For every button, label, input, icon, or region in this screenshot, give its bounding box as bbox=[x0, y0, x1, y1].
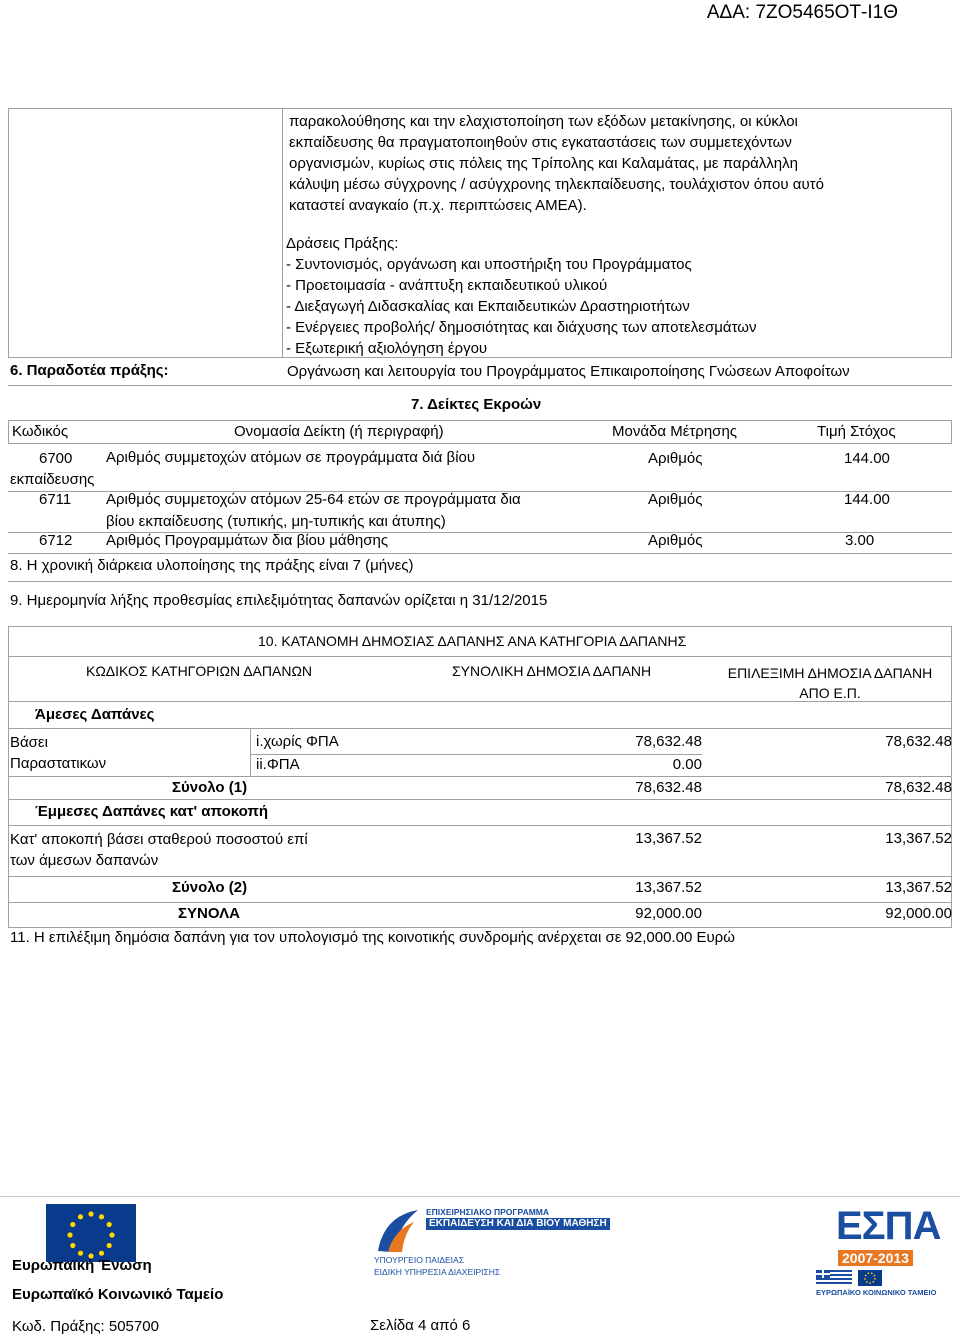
program-emblem-icon bbox=[374, 1206, 422, 1256]
paragraph-line: κάλυψη μέσω σύγχρονης / ασύγχρονης τηλεκπαίδευσης, τουλάχιστον όπου αυτό bbox=[289, 176, 824, 193]
indicator-code: 6711 bbox=[39, 491, 72, 508]
flat-line: των άμεσων δαπανών bbox=[10, 852, 159, 869]
eligible-note: 11. Η επιλέξιμη δημόσια δαπάνη για τον υπολογισμό της κοινοτικής συνδρομής ανέρχεται σε 92,000.00 Ευρώ bbox=[10, 929, 735, 946]
indicators-header-unit: Μονάδα Μέτρησης bbox=[612, 423, 738, 440]
action-item: - Διεξαγωγή Διδασκαλίας και Εκπαιδευτικών Δραστηριοτήτων bbox=[286, 298, 690, 315]
direct-heading: Άμεσες Δαπάνες bbox=[35, 706, 155, 723]
indicator-code: 6712 bbox=[39, 532, 73, 549]
excl-vat-total: 78,632.48 bbox=[635, 733, 702, 750]
row-divider bbox=[250, 754, 702, 755]
indicator-target: 144.00 bbox=[844, 491, 890, 508]
indicators-title: 7. Δείκτες Εκροών bbox=[411, 396, 542, 413]
indicators-header-target: Τιμή Στόχος bbox=[817, 423, 896, 440]
indicator-name bbox=[106, 447, 475, 468]
basis-label bbox=[10, 732, 106, 774]
row-divider bbox=[8, 776, 952, 777]
sum1-eligible: 78,632.48 bbox=[885, 779, 952, 796]
action-item: - Ενέργειες προβολής/ δημοσιότητας και διάχυσης των αποτελεσμάτων bbox=[286, 319, 757, 336]
grand-eligible: 92,000.00 bbox=[885, 905, 952, 922]
paragraph-line: εκπαίδευσης θα πραγματοποιηθούν στις εγκαταστάσεις των συμμετεχόντων bbox=[289, 134, 792, 151]
indicators-header-name: Ονομασία Δείκτη (ή περιγραφή) bbox=[234, 423, 444, 440]
espa-years: 2007-2013 bbox=[838, 1250, 913, 1266]
col-eligible-line: ΑΠΟ Ε.Π. bbox=[799, 685, 861, 701]
deliverables-label: 6. Παραδοτέα πράξης: bbox=[10, 362, 169, 379]
action-item: - Εξωτερική αξιολόγηση έργου bbox=[286, 340, 488, 357]
allocation-header-divider bbox=[8, 701, 952, 702]
row-divider bbox=[8, 902, 952, 903]
logo-line: ΥΠΟΥΡΓΕΙΟ ΠΑΙΔΕΙΑΣ bbox=[374, 1255, 464, 1265]
description-divider bbox=[282, 108, 283, 358]
sum2-label: Σύνολο (2) bbox=[172, 879, 248, 896]
indicator-unit: Αριθμός bbox=[648, 450, 703, 467]
actions-title: Δράσεις Πράξης: bbox=[286, 235, 399, 252]
flat-total: 13,367.52 bbox=[635, 830, 702, 847]
espa-title: ΕΣΠΑ bbox=[836, 1204, 941, 1248]
flat-eligible: 13,367.52 bbox=[885, 830, 952, 847]
eu-flag-icon bbox=[46, 1204, 136, 1262]
indicator-code: 6700 bbox=[39, 450, 73, 467]
description-paragraph bbox=[289, 111, 824, 216]
sum2-eligible: 13,367.52 bbox=[885, 879, 952, 896]
project-code: Κωδ. Πράξης: 505700 bbox=[12, 1318, 159, 1335]
grand-total: 92,000.00 bbox=[635, 905, 702, 922]
row-divider bbox=[8, 825, 952, 826]
footer-divider bbox=[0, 1196, 960, 1197]
allocation-col-total: ΣΥΝΟΛΙΚΗ ΔΗΜΟΣΙΑ ΔΑΠΑΝΗ bbox=[452, 663, 652, 679]
indicator-name-line: Αριθμός συμμετοχών ατόμων σε προγράμματα διά βίου bbox=[106, 449, 476, 466]
flat-line: Κατ' αποκοπή βάσει σταθερού ποσοστού επί bbox=[10, 831, 308, 848]
page-number: Σελίδα 4 από 6 bbox=[370, 1317, 471, 1334]
indicator-name: Αριθμός Προγραμμάτων δια βίου μάθησης bbox=[106, 532, 389, 549]
vat-total: 0.00 bbox=[672, 756, 702, 773]
greek-flag-icon bbox=[816, 1270, 852, 1286]
indicators-header-row bbox=[8, 420, 952, 444]
actions-list bbox=[286, 233, 757, 359]
logo-line: ΕΚΠΑΙΔΕΥΣΗ ΚΑΙ ΔΙΑ ΒΙΟΥ ΜΑΘΗΣΗ bbox=[426, 1218, 610, 1230]
sum1-label: Σύνολο (1) bbox=[172, 779, 248, 796]
grand-label: ΣΥΝΟΛΑ bbox=[178, 905, 240, 922]
indicator-unit: Αριθμός bbox=[648, 491, 703, 508]
paragraph-line: οργανισμών, κυρίως στις πόλεις της Τρίπολης και Καλαμάτας, με παράλληλη bbox=[289, 155, 798, 172]
basis-line: Βάσει bbox=[10, 734, 48, 751]
education-program-logo bbox=[374, 1204, 624, 1282]
eu-small-flag-icon bbox=[858, 1270, 882, 1286]
excl-vat-label: i.χωρίς ΦΠΑ bbox=[256, 733, 339, 750]
vat-label: ii.ΦΠΑ bbox=[256, 756, 300, 773]
allocation-col-eligible bbox=[708, 663, 952, 703]
row-divider bbox=[8, 553, 952, 554]
row-divider bbox=[8, 728, 952, 729]
col-eligible-line: ΕΠΙΛΕΞΙΜΗ ΔΗΜΟΣΙΑ ΔΑΠΑΝΗ bbox=[727, 665, 933, 681]
deliverables-underline bbox=[8, 385, 952, 386]
esf-label: Ευρωπαϊκό Κοινωνικό Ταμείο bbox=[12, 1286, 224, 1303]
indirect-heading: Έμμεσες Δαπάνες κατ' αποκοπή bbox=[35, 803, 269, 820]
allocation-title-divider bbox=[8, 656, 952, 657]
row-divider bbox=[8, 799, 952, 800]
action-item: - Συντονισμός, οργάνωση και υποστήριξη του Προγράμματος bbox=[286, 256, 692, 273]
indicator-name-cont: εκπαίδευσης bbox=[10, 471, 95, 488]
deliverables-value: Οργάνωση και λειτουργία του Προγράμματος Επικαιροποίησης Γνώσεων Αποφοίτων bbox=[287, 363, 850, 380]
duration-text: 8. Η χρονική διάρκεια υλοποίησης της πράξης είναι 7 (μήνες) bbox=[10, 557, 414, 574]
espa-logo bbox=[808, 1204, 958, 1296]
paragraph-line: παρακολούθησης και την ελαχιστοποίηση των εξόδων μετακίνησης, οι κύκλοι bbox=[289, 113, 798, 130]
excl-vat-eligible: 78,632.48 bbox=[885, 733, 952, 750]
indicator-unit: Αριθμός bbox=[648, 532, 703, 549]
logo-line: ΕΠΙΧΕΙΡΗΣΙΑΚΟ ΠΡΟΓΡΑΜΜΑ bbox=[426, 1207, 550, 1217]
deadline-text: 9. Ημερομηνία λήξης προθεσμίας επιλεξιμότητας δαπανών ορίζεται η 31/12/2015 bbox=[10, 592, 548, 609]
basis-line: Παραστατικων bbox=[10, 755, 107, 772]
sum2-total: 13,367.52 bbox=[635, 879, 702, 896]
logo-line: ΕΙΔΙΚΗ ΥΠΗΡΕΣΙΑ ΔΙΑΧΕΙΡΙΣΗΣ bbox=[374, 1267, 501, 1277]
indicator-name-cont: βίου εκπαίδευσης (τυπικής, μη-τυπικής και άτυπης) bbox=[106, 513, 446, 530]
row-divider bbox=[8, 876, 952, 877]
indicator-target: 3.00 bbox=[845, 532, 875, 549]
indicators-header-code: Κωδικός bbox=[12, 423, 69, 440]
paragraph-line: καταστεί αναγκαίο (π.χ. περιπτώσεις ΑΜΕΑ). bbox=[289, 197, 587, 214]
eu-label: Ευρωπαϊκή Ένωση bbox=[12, 1257, 152, 1274]
sum1-total: 78,632.48 bbox=[635, 779, 702, 796]
flat-label bbox=[10, 829, 308, 871]
ada-code: ΑΔΑ: 7ΖΟ5465ΟΤ-Ι1Θ bbox=[706, 2, 898, 23]
section-divider bbox=[8, 581, 952, 582]
indicator-name: Αριθμός συμμετοχών ατόμων 25-64 ετών σε προγράμματα δια bbox=[106, 491, 521, 508]
allocation-title: 10. ΚΑΤΑΝΟΜΗ ΔΗΜΟΣΙΑΣ ΔΑΠΑΝΗΣ ΑΝΑ ΚΑΤΗΓΟΡΙΑ ΔΑΠΑΝΗΣ bbox=[258, 633, 687, 649]
action-item: - Προετοιμασία - ανάπτυξη εκπαιδευτικού υλικού bbox=[286, 277, 608, 294]
basis-divider bbox=[250, 728, 251, 776]
allocation-col-category: ΚΩΔΙΚΟΣ ΚΑΤΗΓΟΡΙΩΝ ΔΑΠΑΝΩΝ bbox=[86, 663, 313, 679]
indicator-target: 144.00 bbox=[844, 450, 890, 467]
espa-tagline: ΕΥΡΩΠΑΪΚΟ ΚΟΙΝΩΝΙΚΟ ΤΑΜΕΙΟ bbox=[816, 1288, 937, 1297]
